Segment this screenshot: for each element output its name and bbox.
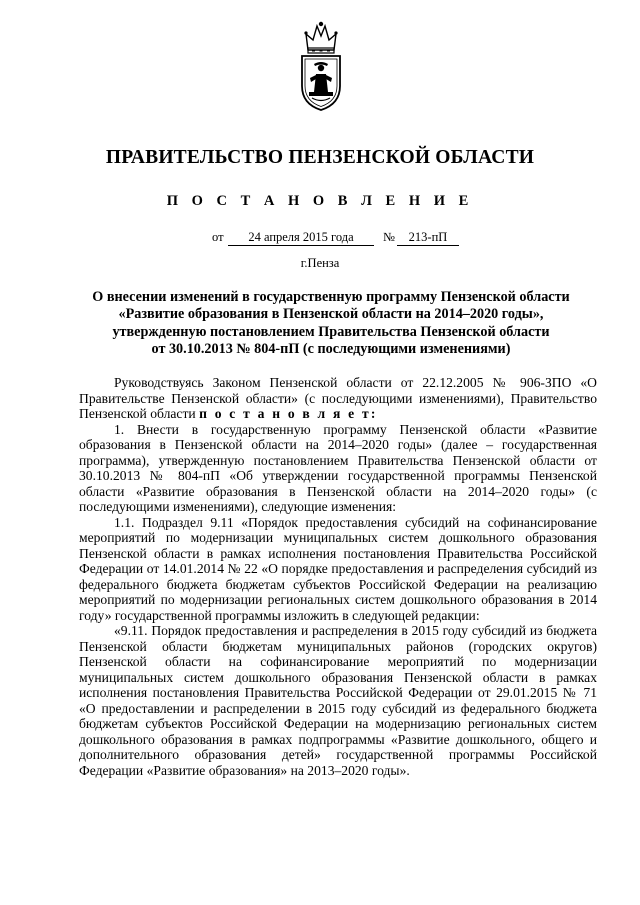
coat-of-arms-icon	[298, 20, 344, 112]
preamble-text: Руководствуясь Законом Пензенской области от 22.12.2005 № 906-ЗПО «О Правительстве Пензенской области» (с последующими изменениями), Правительство Пензенской области	[79, 375, 597, 421]
item-1-paragraph: 1. Внести в государственную программу Пензенской области «Развитие образования в Пензенской области на 2014–2020 годы» (далее – государственная программа), утвержденную постановлением Правительства Пензенской области от 30.10.2013 № 804-пП «Об утверждении государственной программы Пензенской области «Развитие образования в Пензенской области на 2014–2020 годы» (с последующими изменениями), следующие изменения:	[79, 421, 597, 514]
document-date: 24 апреля 2015 года	[228, 230, 374, 246]
number-label: №	[383, 230, 395, 244]
preamble-paragraph	[79, 375, 597, 422]
item-1-1-paragraph: 1.1. Подраздел 9.11 «Порядок предоставления субсидий на софинансирование мероприятий по модернизации муниципальных систем дошкольного образования Пензенской области в рамках исполнения постановления Правительства Российской Федерации от 14.01.2014 № 22 «О порядке предоставления и распределения субсидий из федерального бюджета бюджетам субъектов Российской Федерации на реализацию мероприятий по модернизации региональных систем дошкольного образования в 2014 году» государственной программы изложить в следующей редакции:	[79, 514, 597, 623]
document-number: 213-пП	[397, 230, 459, 246]
document-title	[72, 289, 590, 359]
title-line: от 30.10.2013 № 804-пП (с последующими изменениями)	[151, 341, 511, 358]
document-body	[79, 375, 597, 778]
government-title: ПРАВИТЕЛЬСТВО ПЕНЗЕНСКОЙ ОБЛАСТИ	[105, 147, 535, 168]
item-9-11-paragraph: «9.11. Порядок предоставления и распределения в 2015 году субсидий из бюджета Пензенской области бюджетам муниципальных районов (городских округов) Пензенской области на софинансирование мероприятий по модернизации муниципальных систем дошкольного образования Пензенской области в рамках исполнения постановления Правительства Российской Федерации от 29.01.2015 № 71 «О предоставлении и распределении в 2015 году субсидий из федерального бюджета бюджетам субъектов Российской Федерации на модернизацию региональных систем дошкольного образования в рамках подпрограммы «Развитие дошкольного, общего и дополнительного образования детей» государственной программы Российской Федерации «Развитие образования» на 2013–2020 годы».	[79, 623, 597, 778]
decree-word: п о с т а н о в л я е т:	[199, 406, 378, 421]
document-type: П О С Т А Н О В Л Е Н И Е	[166, 193, 474, 209]
title-line: О внесении изменений в государственную программу Пензенской области	[92, 289, 570, 305]
title-line: утвержденную постановлением Правительства Пензенской области	[112, 323, 550, 340]
from-label: от	[212, 230, 224, 244]
date-number-line	[0, 230, 640, 248]
city: г.Пенза	[300, 256, 340, 270]
title-line: «Развитие образования в Пензенской области на 2014–2020 годы»,	[118, 306, 544, 323]
